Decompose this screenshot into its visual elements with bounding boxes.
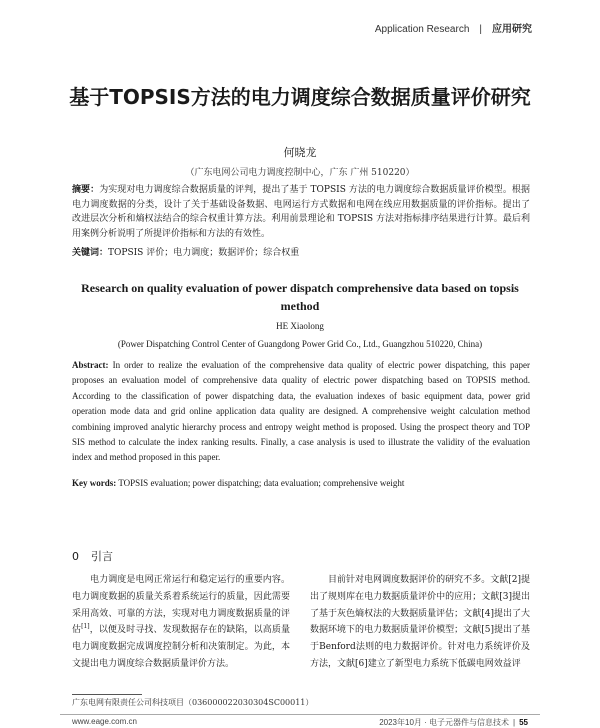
footer-issue: 2023年10月 · 电子元器件与信息技术 | 55 — [379, 718, 528, 727]
funding-note: 广东电网有限责任公司科技项目（036000022030304SC00011） — [72, 698, 314, 707]
paper-title-en: Research on quality evaluation of power dispatch comprehensive data based on topsis method — [81, 281, 519, 313]
abstract-en-text: In order to realize the evaluation of the comprehensive data quality of electric power dispatching, this paper proposes an evaluation model of comprehensive data quality of electric power dispatching based on TOPSIS method. According to the classification of power dispatching data, the evaluation indexes of basic equipment data, power grid operation mode data and grid online application data quality are designed. A comprehensive weight calculation method combining improved analytic hierarchy process and entropy weight method is proposed. Using the prospect theory and TOP SIS method to calculate the index ranking results. Finally, a case analysis is used to illustrate the validity of the evaluation index and method proposed in this paper. — [72, 360, 531, 463]
keywords-cn-label: 关键词： — [72, 248, 109, 258]
section-title: 引言 — [91, 550, 113, 563]
keywords-en — [72, 476, 530, 490]
intro-left-text-2: ，以便及时寻找、发现数据存在的缺陷，以高质量电力调度数据完成调度控制分析和决策制定。为此，本文提出电力调度综合数据质量评价方法。 — [72, 625, 290, 669]
affiliation-cn: （广东电网公司电力调度控制中心，广东 广州 510220） — [185, 168, 415, 178]
paper-title-cn: 基于TOPSIS方法的电力调度综合数据质量评价研究 — [69, 85, 531, 109]
intro-right-text: 目前针对电网调度数据评价的研究不多。文献[2]提出了规则库在电力数据质量评价中的应用；文献[3]提出了基于灰色熵权法的大数据质量评估；文献[4]提出了大数据环境下的电力数据质量评价模型；文献[5]提出了基于Benford法则的电力数据评价。针对电力系统评价及方法，文献[6]建立了新型电力系统下低碳电网效益评 — [310, 575, 530, 669]
abstract-en — [72, 358, 530, 466]
author-cn: 何晓龙 — [283, 146, 317, 159]
intro-left-text-1: 电力调度是电网正常运行和稳定运行的重要内容。电力调度数据的质量关系着系统运行的质量，因此需要采用高效、可靠的方法，实现对电力调度数据质量的评估 — [72, 575, 290, 636]
running-header — [375, 20, 532, 35]
intro-column-right — [310, 572, 530, 673]
author-en: HE Xiaolong — [276, 321, 324, 331]
intro-column-left — [72, 572, 290, 673]
citation-ref: [1] — [81, 623, 90, 631]
series-en: Application Research — [374, 24, 470, 35]
footer-separator: | — [513, 718, 516, 727]
abstract-cn-text: 为实现对电力调度综合数据质量的评判，提出了基于 TOPSIS 方法的电力调度综合数据质量评价模型。根据电力调度数据的分类，设计了关于基础设备数据、电网运行方式数据和电网在线应用数据质量的评价指标。提出了改进层次分析和熵权法结合的综合权重计算方法。利用前景理论和 TOPSIS 方法对指标排序结果进行计算。最后利用案例分析说明了所提评价指标和方法的有效性。 — [72, 185, 530, 239]
abstract-en-label: Abstract: — [72, 360, 109, 370]
section-number: 0 — [72, 550, 79, 563]
abstract-cn-label: 摘要： — [72, 185, 100, 195]
keywords-en-text: TOPSIS evaluation; power dispatching; data evaluation; comprehensive weight — [118, 478, 405, 488]
issue-date: 2023年10月 — [379, 718, 422, 727]
series-cn: 应用研究 — [492, 24, 532, 35]
header-separator: | — [479, 24, 482, 35]
footnote-rule — [72, 694, 142, 695]
journal-name: 电子元器件与信息技术 — [429, 718, 510, 727]
abstract-cn — [72, 183, 530, 241]
footer-rule — [60, 714, 540, 715]
section-heading — [72, 548, 113, 564]
keywords-en-label: Key words: — [72, 478, 117, 488]
footer-url: www.eage.com.cn — [72, 717, 137, 726]
page-number: 55 — [519, 718, 528, 727]
keywords-cn-text: TOPSIS 评价；电力调度；数据评价；综合权重 — [108, 248, 300, 258]
affiliation-en: (Power Dispatching Control Center of Guangdong Power Grid Co., Ltd., Guangzhou 510220, China) — [117, 339, 483, 349]
keywords-cn — [72, 246, 530, 260]
